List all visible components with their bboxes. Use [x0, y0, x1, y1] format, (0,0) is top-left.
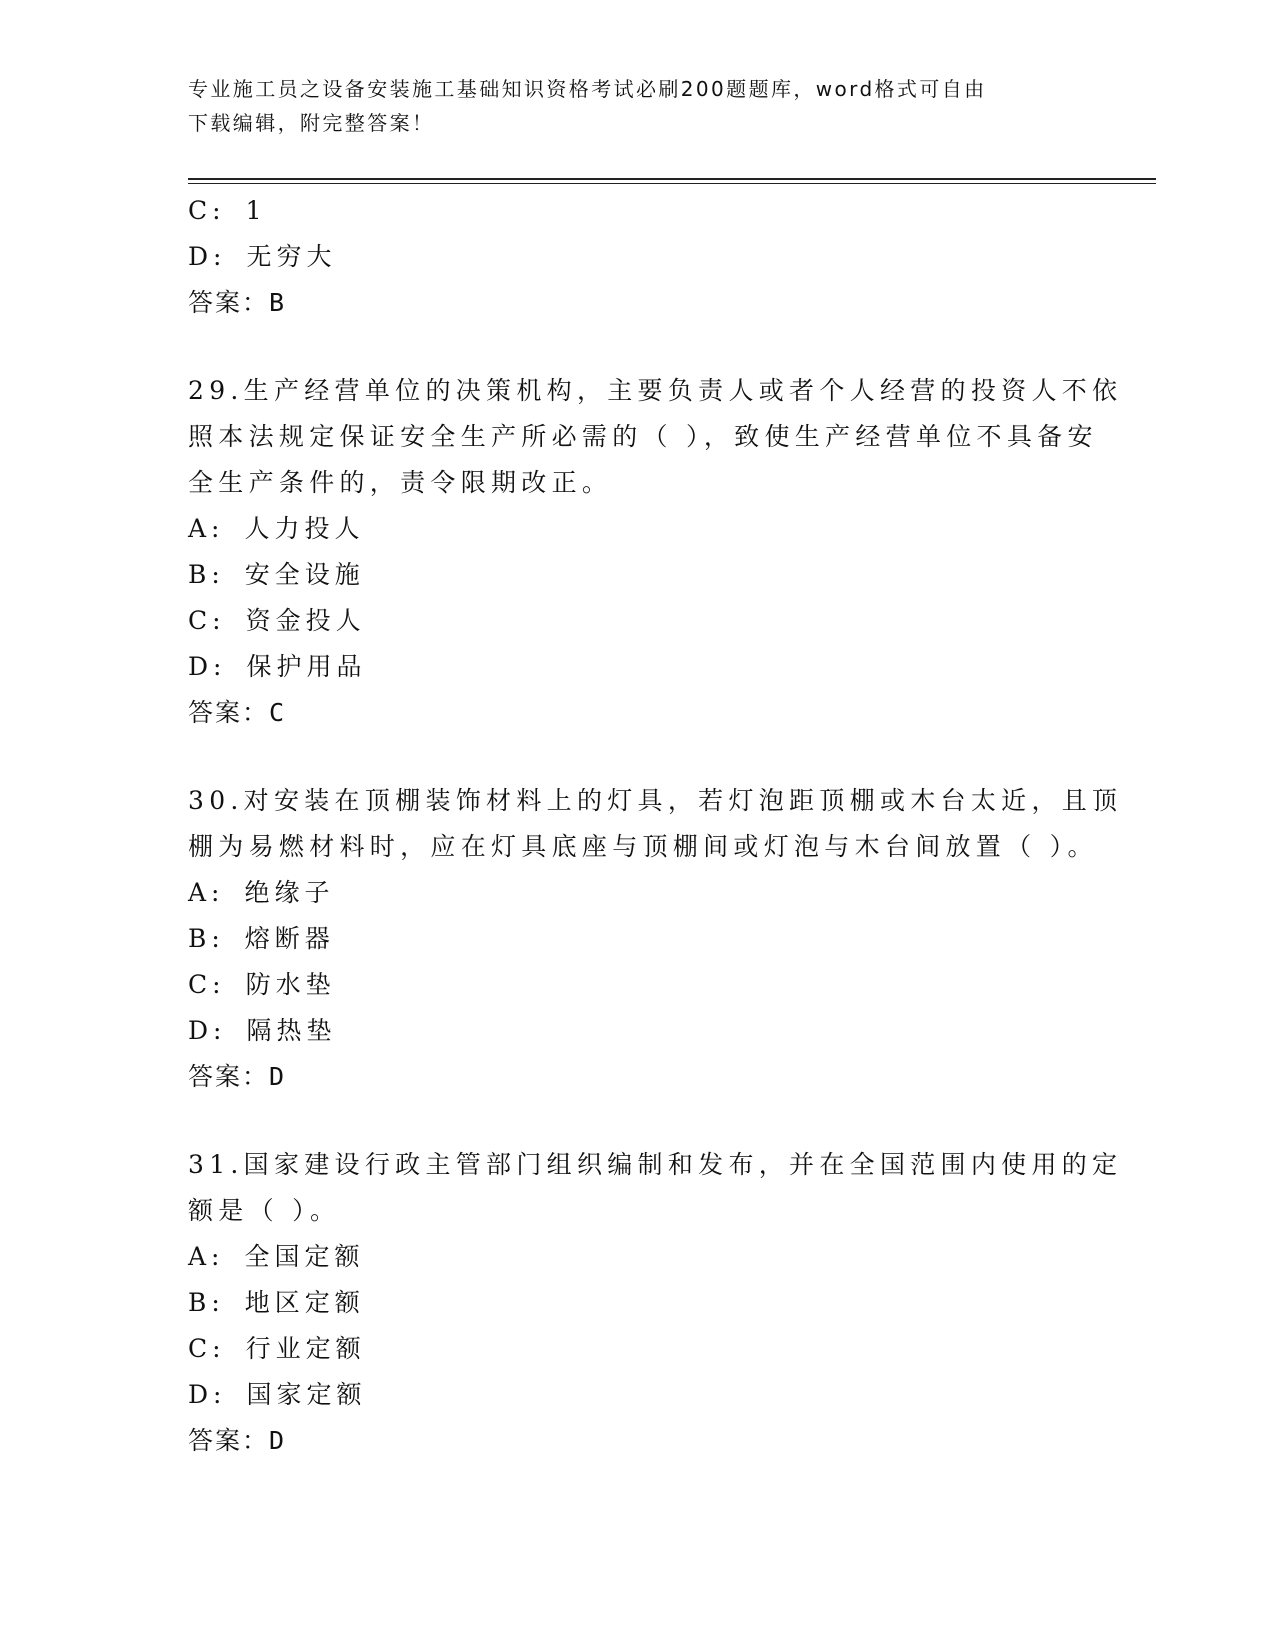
question-stem-line: 照本法规定保证安全生产所必需的（ ），致使生产经营单位不具备安 — [188, 422, 1098, 451]
option-c: C: 1 — [188, 196, 267, 225]
question-30 — [188, 778, 1123, 1100]
question-stem-line: 29.生产经营单位的决策机构，主要负责人或者个人经营的投资人不依 — [188, 376, 1123, 405]
answer-line: 答案：D — [188, 1062, 287, 1091]
question-29 — [188, 368, 1123, 736]
option-d: D: 无穷大 — [188, 242, 337, 271]
option-b: B: 地区定额 — [188, 1288, 365, 1317]
question-stem-line: 棚为易燃材料时，应在灯具底座与顶棚间或灯泡与木台间放置（ ）。 — [188, 832, 1098, 861]
header-rule-thick — [188, 178, 1156, 180]
document-header — [188, 72, 1088, 140]
option-a: A: 人力投人 — [188, 514, 365, 543]
question-stem-line: 31.国家建设行政主管部门组织编制和发布，并在全国范围内使用的定 — [188, 1150, 1123, 1179]
question-31 — [188, 1142, 1123, 1464]
option-c: C: 防水垫 — [188, 970, 336, 999]
option-d: D: 保护用品 — [188, 652, 367, 681]
question-stem-line: 30.对安装在顶棚装饰材料上的灯具，若灯泡距顶棚或木台太近，且顶 — [188, 786, 1123, 815]
answer-line: 答案：C — [188, 698, 287, 727]
option-a: A: 全国定额 — [188, 1242, 365, 1271]
document-body — [188, 188, 1123, 1464]
option-b: B: 安全设施 — [188, 560, 365, 589]
header-title-line-2: 下载编辑，附完整答案！ — [188, 111, 435, 135]
option-d: D: 国家定额 — [188, 1380, 367, 1409]
option-c: C: 资金投人 — [188, 606, 366, 635]
answer-line: 答案：D — [188, 1426, 287, 1455]
prev-question-tail — [188, 188, 1088, 326]
option-b: B: 熔断器 — [188, 924, 335, 953]
option-d: D: 隔热垫 — [188, 1016, 337, 1045]
option-a: A: 绝缘子 — [188, 878, 335, 907]
answer-line: 答案：B — [188, 288, 287, 317]
header-title-line-1: 专业施工员之设备安装施工基础知识资格考试必刷200题题库，word格式可自由 — [188, 77, 987, 101]
header-rule-thin — [188, 183, 1156, 184]
question-stem-line: 全生产条件的，责令限期改正。 — [188, 468, 613, 497]
question-stem-line: 额是（ ）。 — [188, 1196, 341, 1225]
option-c: C: 行业定额 — [188, 1334, 366, 1363]
